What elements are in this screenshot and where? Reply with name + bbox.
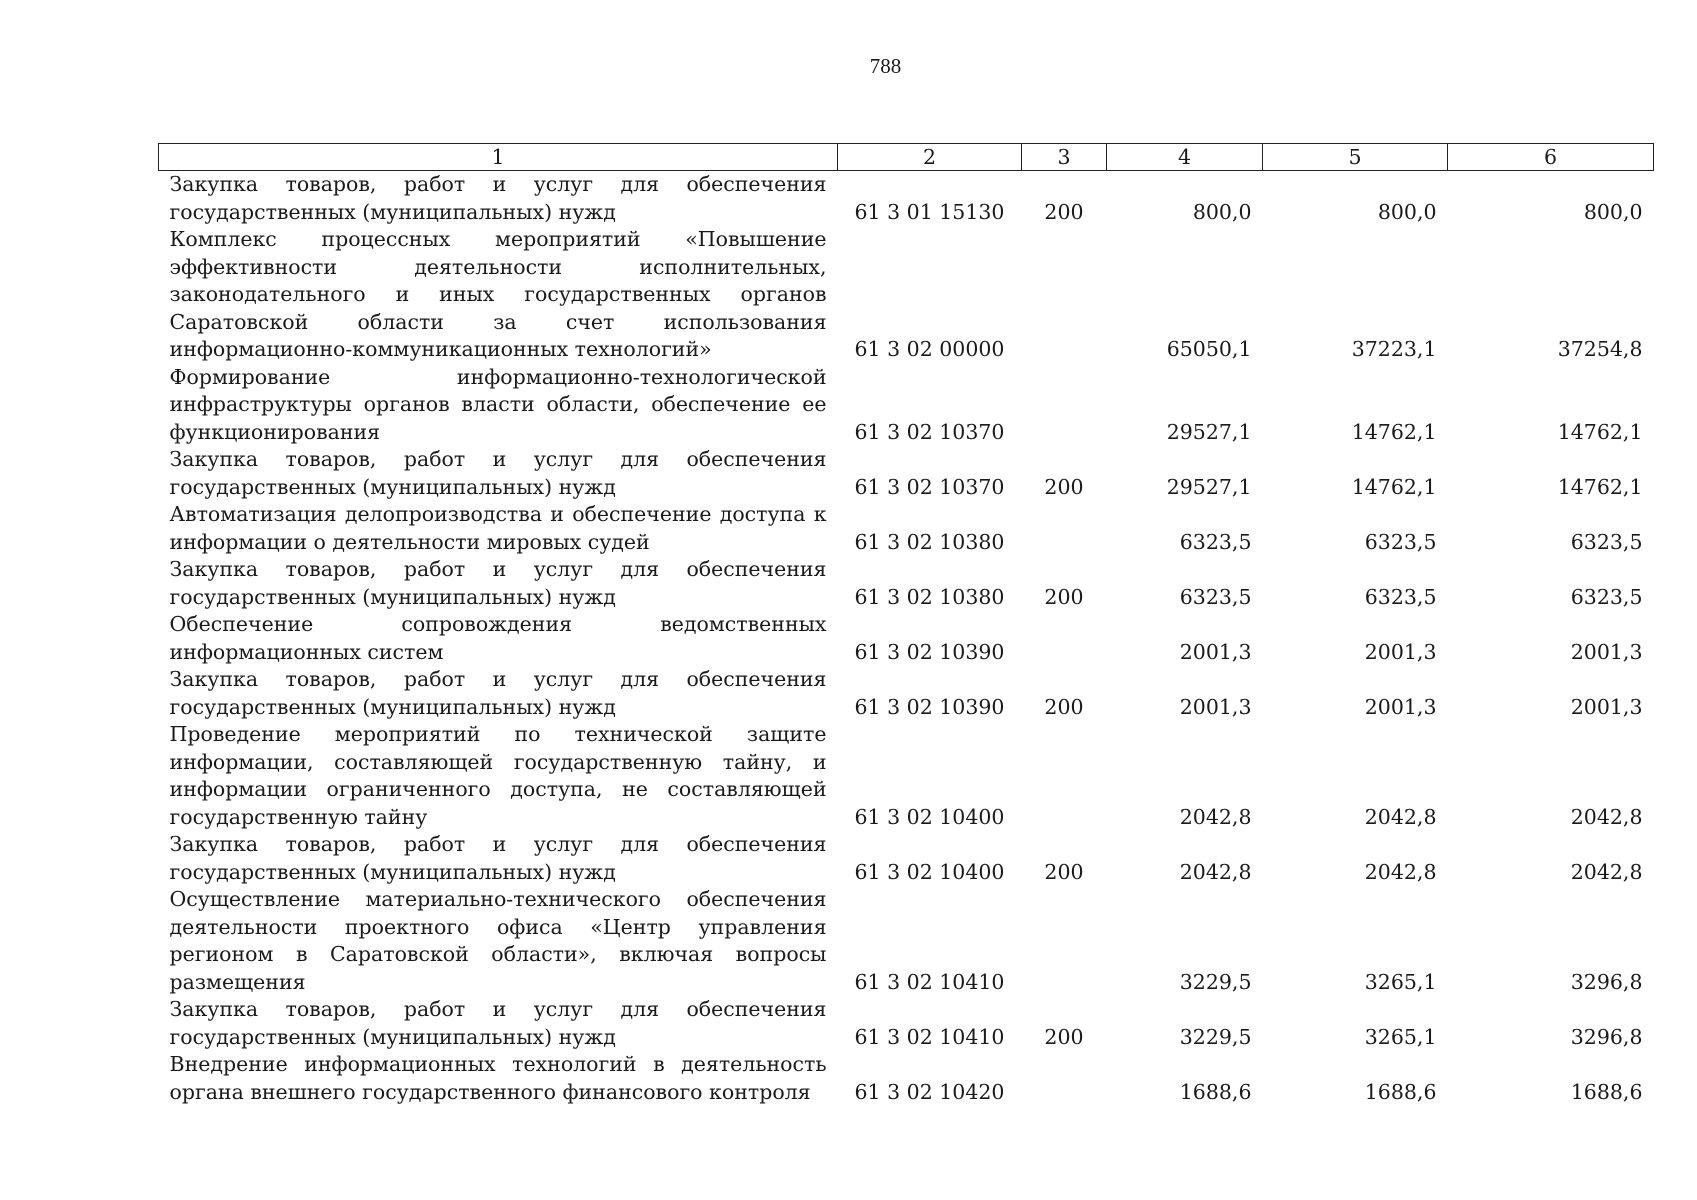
row-value-year-2: 1688,6 (1364, 1079, 1437, 1104)
row-expense-type (1022, 611, 1107, 666)
table-row (159, 831, 1654, 886)
row-value-year-2: 2001,3 (1364, 639, 1437, 664)
table-row (159, 364, 1654, 447)
table-row (159, 1051, 1654, 1106)
row-value-year-1: 6323,5 (1179, 529, 1252, 554)
row-value-year-2: 6323,5 (1364, 529, 1437, 554)
row-name: Автоматизация делопроизводства и обеспечение доступа к информации о деятельности мировых судей (169, 502, 827, 554)
table-body (159, 171, 1654, 1107)
row-expense-type (1022, 364, 1107, 447)
row-name: Осуществление материально-технического обеспечения деятельности проектного офиса «Центр управления регионом в Саратовской области», включая вопросы размещения (169, 887, 827, 994)
row-name: Внедрение информационных технологий в деятельность органа внешнего государственного финансового контроля (169, 1052, 827, 1104)
row-value-year-3: 2042,8 (1570, 804, 1643, 829)
row-expense-type: 200 (1044, 199, 1084, 224)
row-code: 61 3 02 10390 (854, 694, 1005, 719)
table-header-row (159, 144, 1654, 171)
row-value-year-3: 14762,1 (1557, 419, 1643, 444)
row-value-year-1: 3229,5 (1179, 969, 1252, 994)
table-row (159, 171, 1654, 227)
row-value-year-3: 6323,5 (1570, 584, 1643, 609)
row-value-year-1: 1688,6 (1179, 1079, 1252, 1104)
table-row (159, 501, 1654, 556)
column-header-2: 2 (838, 144, 1022, 171)
row-value-year-2: 800,0 (1377, 199, 1437, 224)
table-row (159, 666, 1654, 721)
row-name: Закупка товаров, работ и услуг для обеспечения государственных (муниципальных) нужд (169, 172, 827, 224)
row-code: 61 3 02 10400 (854, 804, 1005, 829)
row-expense-type (1022, 886, 1107, 996)
row-value-year-2: 37223,1 (1351, 337, 1437, 361)
row-code: 61 3 02 10390 (854, 639, 1005, 664)
row-name: Закупка товаров, работ и услуг для обеспечения государственных (муниципальных) нужд (169, 667, 827, 719)
row-code: 61 3 02 10380 (854, 584, 1005, 609)
row-value-year-3: 2042,8 (1570, 859, 1643, 884)
row-expense-type: 200 (1044, 474, 1084, 499)
column-header-1: 1 (159, 144, 838, 171)
row-code: 61 3 02 10370 (854, 474, 1005, 499)
row-value-year-3: 3296,8 (1570, 969, 1643, 994)
row-value-year-1: 29527,1 (1166, 419, 1252, 444)
row-value-year-2: 14762,1 (1351, 419, 1437, 444)
row-value-year-1: 65050,1 (1166, 337, 1252, 361)
row-name: Обеспечение сопровождения ведомственных информационных систем (169, 612, 827, 664)
column-header-3: 3 (1022, 144, 1107, 171)
row-name: Закупка товаров, работ и услуг для обеспечения государственных (муниципальных) нужд (169, 557, 827, 609)
row-value-year-2: 6323,5 (1364, 584, 1437, 609)
table-row (159, 886, 1654, 996)
column-header-5: 5 (1263, 144, 1448, 171)
row-name: Закупка товаров, работ и услуг для обеспечения государственных (муниципальных) нужд (169, 447, 827, 499)
table-row (159, 226, 1654, 364)
table-row (159, 611, 1654, 666)
row-code: 61 3 02 10380 (854, 529, 1005, 554)
row-value-year-3: 3296,8 (1570, 1024, 1643, 1049)
row-expense-type (1022, 721, 1107, 831)
row-expense-type: 200 (1044, 584, 1084, 609)
table-row (159, 556, 1654, 611)
row-name: Закупка товаров, работ и услуг для обеспечения государственных (муниципальных) нужд (169, 997, 827, 1049)
row-value-year-1: 2042,8 (1179, 859, 1252, 884)
row-code: 61 3 02 10410 (854, 1024, 1005, 1049)
row-value-year-2: 2042,8 (1364, 859, 1437, 884)
row-value-year-3: 800,0 (1583, 199, 1643, 224)
row-value-year-3: 37254,8 (1557, 337, 1643, 361)
row-expense-type: 200 (1044, 1024, 1084, 1049)
row-value-year-1: 2001,3 (1179, 694, 1252, 719)
row-value-year-3: 14762,1 (1557, 474, 1643, 499)
row-value-year-1: 800,0 (1192, 199, 1252, 224)
row-expense-type: 200 (1044, 694, 1084, 719)
row-value-year-1: 2042,8 (1179, 804, 1252, 829)
page-number: 788 (869, 54, 902, 78)
row-value-year-1: 3229,5 (1179, 1024, 1252, 1049)
row-expense-type (1022, 1051, 1107, 1106)
row-expense-type: 200 (1044, 859, 1084, 884)
row-code: 61 3 02 10400 (854, 859, 1005, 884)
table-row (159, 721, 1654, 831)
column-header-6: 6 (1448, 144, 1654, 171)
row-value-year-3: 2001,3 (1570, 639, 1643, 664)
row-value-year-1: 29527,1 (1166, 474, 1252, 499)
row-code: 61 3 02 00000 (854, 337, 1005, 361)
row-value-year-2: 3265,1 (1364, 969, 1437, 994)
row-value-year-1: 6323,5 (1179, 584, 1252, 609)
row-value-year-3: 6323,5 (1570, 529, 1643, 554)
row-value-year-2: 3265,1 (1364, 1024, 1437, 1049)
row-code: 61 3 02 10420 (854, 1079, 1005, 1104)
row-code: 61 3 02 10410 (854, 969, 1005, 994)
row-value-year-2: 2042,8 (1364, 804, 1437, 829)
row-value-year-3: 1688,6 (1570, 1079, 1643, 1104)
row-name: Закупка товаров, работ и услуг для обеспечения государственных (муниципальных) нужд (169, 832, 827, 884)
row-value-year-1: 2001,3 (1179, 639, 1252, 664)
table-row (159, 446, 1654, 501)
row-name: Формирование информационно-технологической инфраструктуры органов власти области, обеспечение ее функционирования (169, 364, 827, 444)
row-expense-type (1022, 226, 1107, 364)
table-row (159, 996, 1654, 1051)
row-name: Комплекс процессных мероприятий «Повышение эффективности деятельности исполнительных, законодательного и иных государственных органов Саратовской области за счет использования информационно-коммуникационных технологий» (169, 227, 827, 361)
row-code: 61 3 02 10370 (854, 419, 1005, 444)
row-value-year-2: 2001,3 (1364, 694, 1437, 719)
row-code: 61 3 01 15130 (854, 199, 1005, 224)
column-header-4: 4 (1107, 144, 1263, 171)
budget-table (158, 143, 1654, 1106)
row-value-year-3: 2001,3 (1570, 694, 1643, 719)
row-value-year-2: 14762,1 (1351, 474, 1437, 499)
row-name: Проведение мероприятий по технической защите информации, составляющей государственную тайну, и информации ограниченного доступа, не составляющей государственную тайну (169, 722, 827, 829)
row-expense-type (1022, 501, 1107, 556)
